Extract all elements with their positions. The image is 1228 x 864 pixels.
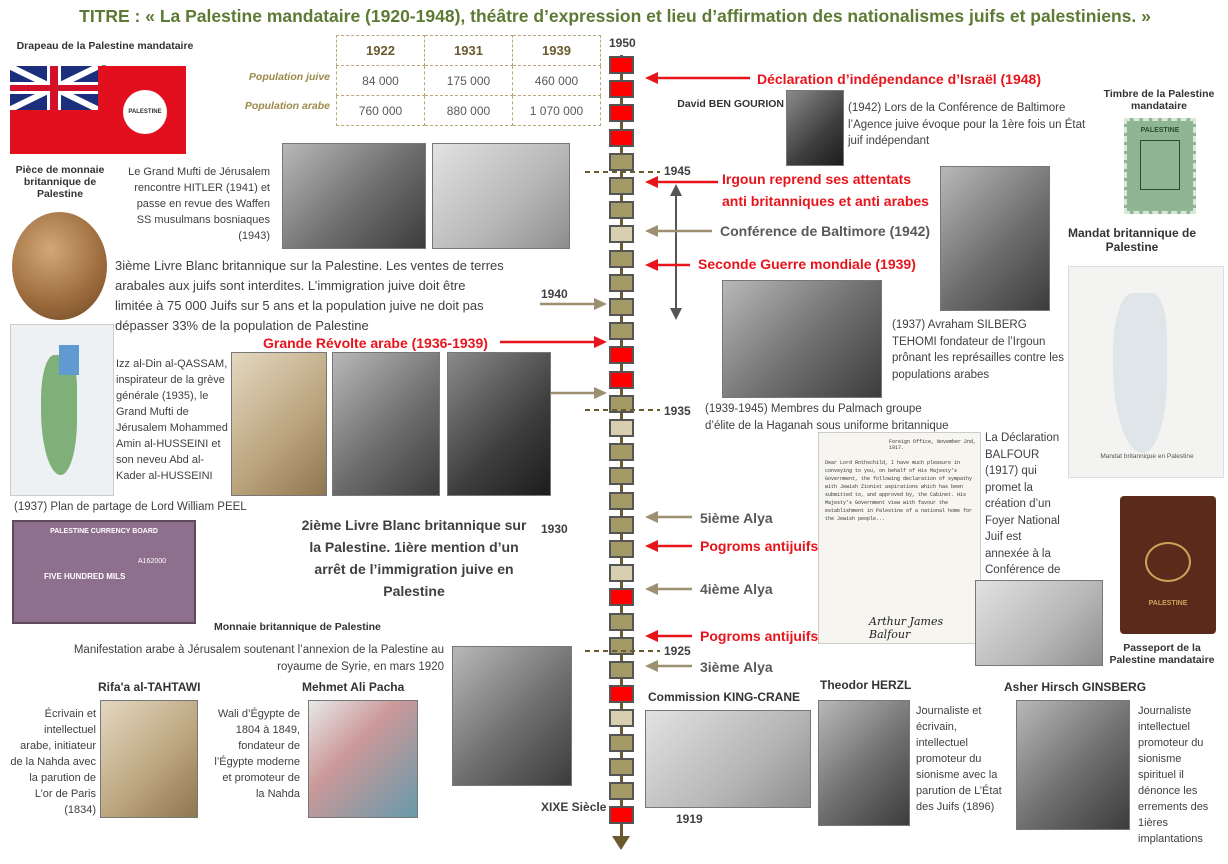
ginsberg-name: Asher Hirsch GINSBERG	[1004, 680, 1147, 694]
peel-plan-map	[10, 324, 114, 496]
king-crane-caption: Commission KING-CRANE	[648, 690, 801, 704]
palmach-caption: (1939-1945) Membres du Palmach groupe d’élite de la Haganah sous uniforme britannique	[705, 403, 949, 432]
tahtawi-portrait	[100, 700, 198, 818]
manifestation-photo	[452, 646, 572, 786]
herzl-caption: Journaliste et écrivain, intellectuel promoteur du sionisme avec la parution de L’État des Juifs (1896)	[916, 705, 1002, 813]
event-baltimore: Conférence de Baltimore (1942)	[720, 223, 931, 239]
jewish-pop-cell: 84 000	[337, 66, 425, 96]
event-alya-3: 3ième Alya	[700, 659, 773, 675]
banknote-header: PALESTINE CURRENCY BOARD	[50, 528, 158, 535]
tahtawi-name: Rifa'a al-TAHTAWI	[98, 680, 201, 694]
waffen-ss-photo	[432, 143, 570, 249]
year-label: 1945	[664, 164, 691, 178]
arab-pop-cell: 880 000	[425, 96, 513, 126]
mehmet-name: Mehmet Ali Pacha	[302, 680, 405, 694]
white-paper-2: 2ième Livre Blanc britannique sur la Palestine. 1ière mention d’un arrêt de l’immigration juive en Palestine	[301, 517, 527, 599]
king-crane-photo	[645, 710, 811, 808]
coin-caption: Pièce de monnaie britannique de Palestine	[15, 164, 105, 200]
mufti-hitler-caption: Le Grand Mufti de Jérusalem rencontre HITLER (1941) et passe en revue des Waffen SS musulmans bosniaques (1943)	[128, 166, 270, 242]
balfour-caption: La Déclaration BALFOUR (1917) qui promet la création d’un Foyer National Juif est annexée à la Conférence de	[985, 432, 1061, 576]
year-label: 1940	[541, 287, 568, 301]
manifestation-caption: Manifestation arabe à Jérusalem soutenant l’annexion de la Palestine au royaume de Syrie, en mars 1920	[73, 644, 444, 673]
event-pogroms-2: Pogroms antijuifs	[700, 628, 819, 644]
map-caption: Mandat britannique de Palestine	[1067, 226, 1196, 254]
san-remo-photo	[975, 580, 1103, 666]
mufti-photo	[332, 352, 440, 496]
letter-signature: Arthur James Balfour	[869, 615, 944, 641]
event-arab-revolt: Grande Révolte arabe (1936-1939)	[263, 335, 488, 351]
banknote-image	[12, 520, 196, 624]
baltimore-note: (1942) Lors de la Conférence de Baltimore l’Agence juive évoque pour la 1ère fois un État juif indépendant	[848, 102, 1086, 147]
row-label-arab: Population arabe	[244, 100, 330, 112]
event-alya-5: 5ième Alya	[700, 510, 773, 526]
event-ww2: Seconde Guerre mondiale (1939)	[698, 256, 916, 272]
mufti-hitler-photo	[282, 143, 426, 249]
jewish-pop-cell: 460 000	[513, 66, 601, 96]
year-label: 1930	[541, 522, 568, 536]
event-alya-4: 4ième Alya	[700, 581, 773, 597]
row-label-jewish: Population juive	[248, 71, 330, 83]
banknote-serial: A162000	[138, 558, 167, 565]
banknote-value: FIVE HUNDRED MILS	[44, 572, 126, 581]
peel-caption: (1937) Plan de partage de Lord William PEEL	[14, 501, 247, 513]
arab-pop-cell: 1 070 000	[513, 96, 601, 126]
event-israel-independence: Déclaration d’indépendance d’Israël (1948)	[757, 71, 1041, 87]
jewish-pop-cell: 175 000	[425, 66, 513, 96]
passport-image	[1120, 496, 1216, 634]
balfour-letter	[818, 432, 981, 644]
passport-text: PALESTINE	[1148, 600, 1188, 607]
stamp-caption: Timbre de la Palestine mandataire	[1103, 88, 1215, 112]
white-paper-3: 3ième Livre Blanc britannique sur la Palestine. Les ventes de terres arabales aux juifs sont interdites. L’immigration juive doit être limitée à 75 000 Juifs sur 5 ans et la population juive ne doit pas dépasser 33% de la population de Palestine	[115, 258, 504, 333]
mehmet-caption: Wali d’Égypte de 1804 à 1849, fondateur de l’Égypte moderne et promoteur de la Nahda	[214, 708, 300, 800]
ginsberg-caption: Journaliste intellectuel promoteur du sionisme spirituel il dénonce les errements des 1ières implantations	[1138, 705, 1209, 845]
page-title: TITRE : « La Palestine mandataire (1920-1948), théâtre d’expression et lieu d’affirmation des nationalismes juifs et palestiniens. »	[79, 6, 1151, 26]
letter-body: Dear Lord Rothschild, I have much pleasure in conveying to you, on behalf of His Majesty's Government, the following declaration of sympathy with Jewish Zionist aspirations which has been submitted to, and approved by, the Cabinet. His Majesty's Government view with favour the establishment in Palestine of a national home for the Jewish people...	[825, 460, 973, 522]
mehmet-portrait	[308, 700, 418, 818]
silberg-caption: (1937) Avraham SILBERG TEHOMI fondateur de l’Irgoun prônant les représailles contre les populations arabes	[892, 319, 1064, 381]
event-irgoun-line1: Irgoun reprend ses attentats	[722, 171, 912, 187]
stamp-text: PALESTINE	[1140, 127, 1180, 134]
coin-image	[12, 212, 107, 320]
mandate-map	[1068, 266, 1224, 478]
silberg-photo	[940, 166, 1050, 311]
herzl-portrait	[818, 700, 910, 826]
abd-al-kader-photo	[447, 352, 551, 496]
stamp-image	[1124, 118, 1196, 214]
map-legend: Mandat britannique en Palestine	[1100, 453, 1194, 460]
arab-pop-cell: 760 000	[337, 96, 425, 126]
flag-seal: PALESTINE	[123, 90, 167, 134]
ben-gourion-caption: David BEN GOURION	[677, 98, 784, 110]
event-irgoun-line2: anti britanniques et anti arabes	[722, 193, 929, 209]
ben-gourion-photo	[786, 90, 844, 166]
qassam-caption: Izz al-Din al-QASSAM, inspirateur de la grève générale (1935), le Grand Mufti de Jérusalem Mohammed Amin al-HUSSEINI et son neveu Abd al-Kader al-HUSSEINI	[116, 358, 228, 482]
flag-caption: Drapeau de la Palestine mandataire	[16, 40, 194, 52]
letter-header: Foreign Office, November 2nd, 1917.	[889, 439, 977, 451]
year-label: 1919	[676, 812, 703, 826]
event-pogroms-1: Pogroms antijuifs	[700, 538, 819, 554]
passport-caption: Passeport de la Palestine mandataire	[1109, 642, 1215, 666]
qassam-photo	[231, 352, 327, 496]
year-header: 1931	[425, 36, 513, 66]
ginsberg-portrait	[1016, 700, 1130, 830]
palmach-photo	[722, 280, 882, 398]
herzl-name: Theodor HERZL	[820, 678, 912, 692]
year-header: 1939	[513, 36, 601, 66]
year-label: 1950	[609, 36, 636, 50]
tahtawi-caption: Écrivain et intellectuel arabe, initiateur de la Nahda avec la parution de L’or de Paris (1834)	[10, 708, 96, 816]
year-header: 1922	[337, 36, 425, 66]
year-label: 1925	[664, 644, 691, 658]
year-label: XIXE Siècle	[541, 800, 607, 814]
banknote-caption: Monnaie britannique de Palestine	[214, 621, 381, 633]
year-label: 1935	[664, 404, 691, 418]
